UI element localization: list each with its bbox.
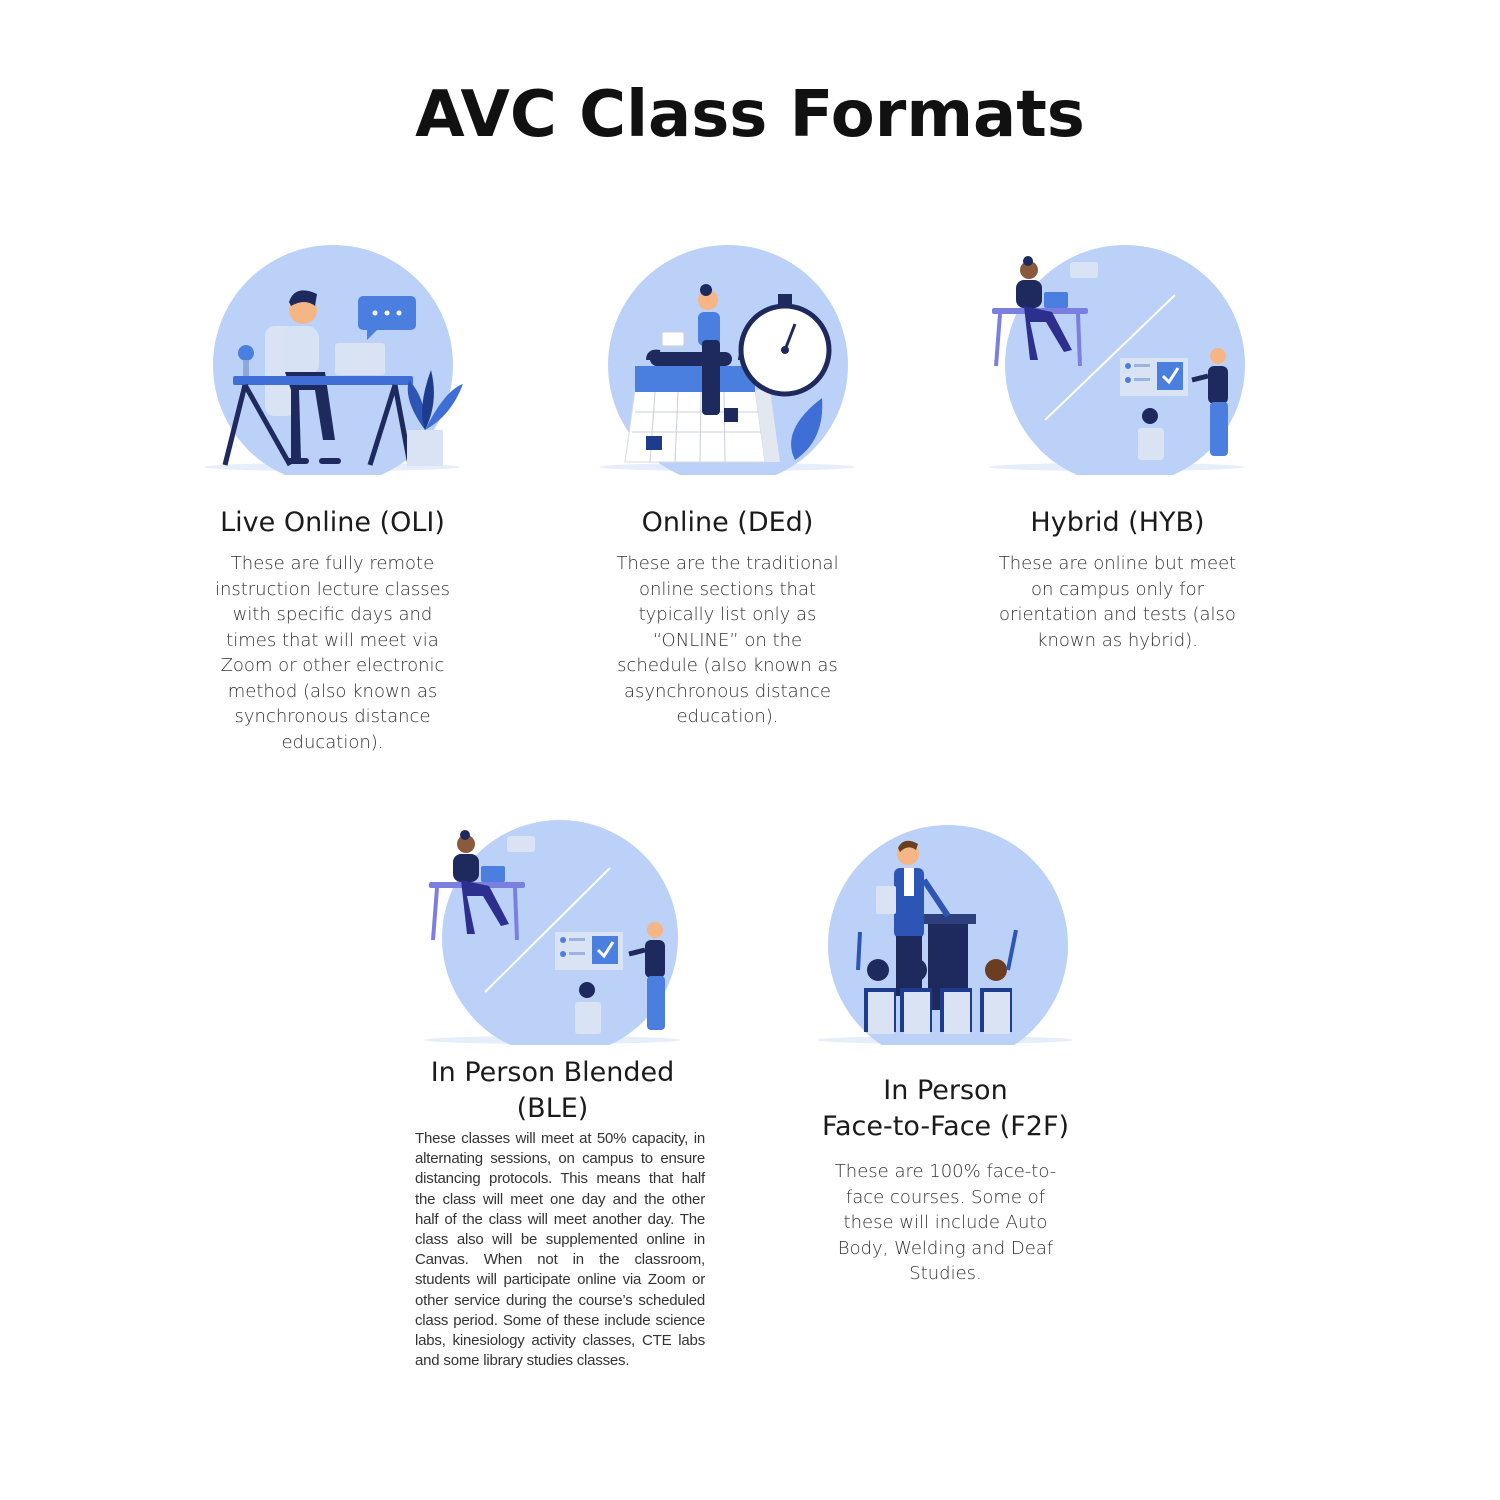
blended-remote-and-classroom-icon <box>415 820 690 1045</box>
page-title: AVC Class Formats <box>415 78 1085 152</box>
format-card-ded <box>590 240 865 730</box>
format-card-f2f <box>808 820 1083 1287</box>
format-title-line2: Face-to-Face (F2F) <box>821 1111 1070 1142</box>
format-title: Online (DEd) <box>641 507 814 538</box>
lecturer-with-students-icon <box>808 820 1083 1045</box>
format-title: In Person Blended (BLE) <box>430 1057 675 1124</box>
format-title: Hybrid (HYB) <box>1030 507 1205 538</box>
format-description: These are online but meet on campus only for orientation and tests (also known as hybrid). <box>998 553 1237 651</box>
format-card-oli <box>195 240 470 755</box>
calendar-stopwatch-icon <box>590 240 865 475</box>
format-description: These classes will meet at 50% capacity, in alternating sessions, on campus to ensure distancing protocols. This means that half the class will meet one day and the other half of the class will meet another day. The class also will be supplemented online in Canvas. When not in the classroom, students will participate online via Zoom or other service during the course’s scheduled class period. Some of these include science labs, kinesiology activity classes, CTE labs and some library studies classes. <box>415 1130 705 1370</box>
format-description: These are 100% face-to-face courses. Some of these will include Auto Body, Welding and Deaf Studies. <box>834 1161 1057 1284</box>
format-description: These are the traditional online sections that typically list only as “ONLINE” on the schedule (also known as asynchronous distance education). <box>616 553 839 727</box>
format-title-line1: In Person <box>883 1075 1008 1106</box>
format-title: Live Online (OLI) <box>220 507 445 538</box>
format-description: These are fully remote instruction lecture classes with specific days and times that will meet via Zoom or other electronic method (also known as synchronous distance education). <box>214 553 451 753</box>
format-card-hyb <box>980 240 1255 653</box>
hybrid-remote-and-classroom-icon <box>980 240 1255 475</box>
person-at-desk-laptop-icon <box>195 240 470 475</box>
format-card-ble <box>415 820 705 1371</box>
